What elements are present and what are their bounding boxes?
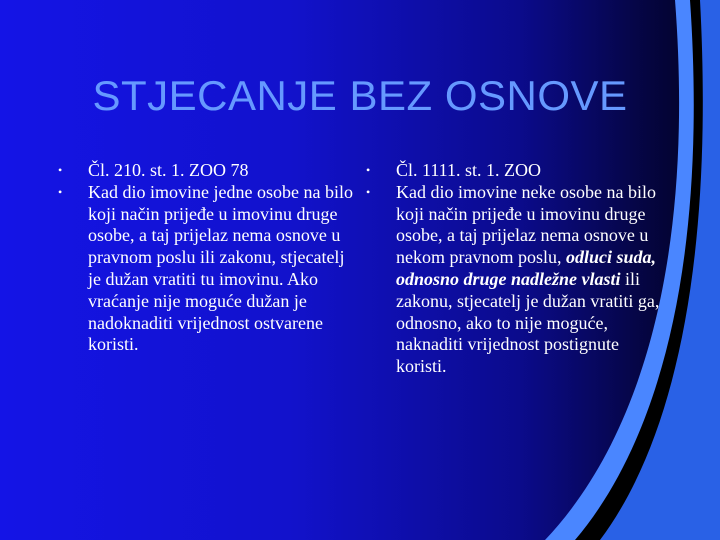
- left-column: [58, 160, 358, 356]
- left-bullet-article: [58, 160, 358, 182]
- slide-title: STJECANJE BEZ OSNOVE: [92, 72, 628, 119]
- bullet-icon: •: [366, 184, 371, 199]
- right-text-part2: ili zakonu, stjecatelj je dužan vratiti ga, odnosno, ako to nije moguće, naknaditi vrijednost postignute koristi.: [396, 268, 660, 377]
- left-bullet-text: [58, 182, 358, 356]
- right-text-emphasis: odluci suda, odnosno druge nadležne vlasti: [396, 247, 657, 289]
- bullet-icon: •: [366, 163, 371, 177]
- bullet-icon: •: [58, 163, 63, 177]
- left-article-ref: Čl. 210. st. 1. ZOO 78: [88, 160, 249, 180]
- right-bullet-text: [366, 182, 666, 378]
- right-text-part1: Kad dio imovine neke osobe na bilo koji način prijeđe u imovinu druge osobe, a taj prijelaz nema osnove u nekom pravnom poslu,: [396, 181, 656, 268]
- bullet-icon: •: [58, 184, 63, 199]
- left-article-text: Kad dio imovine jedne osobe na bilo koji način prijeđe u imovinu druge osobe, a taj prijelaz nema osnove u pravnom poslu ili zakonu, stjecatelj je dužan vratiti tu imovinu. Ako vraćanje nije moguće dužan je nadoknaditi vrijednost ostvarene koristi.: [88, 181, 353, 355]
- right-bullet-article: [366, 160, 666, 182]
- right-article-text: [396, 182, 659, 376]
- right-article-ref: Čl. 1111. st. 1. ZOO: [396, 160, 542, 180]
- right-column: [366, 160, 666, 378]
